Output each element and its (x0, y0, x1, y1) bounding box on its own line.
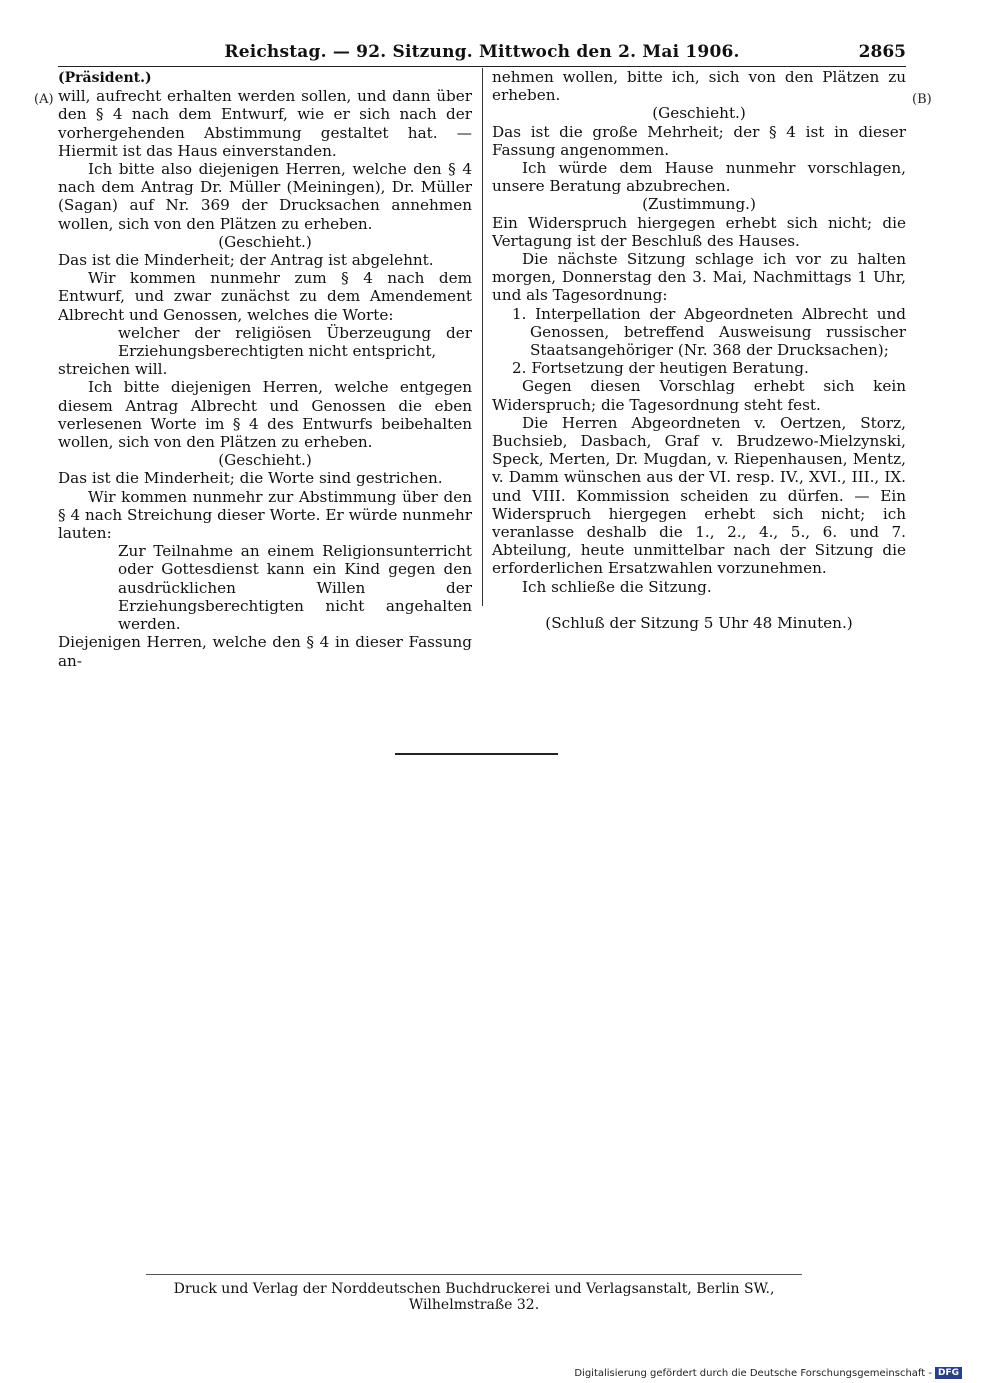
quoted-text: welcher der religiösen Überzeugung der Erziehungsberechtigten nicht entspricht, (118, 323, 472, 361)
paragraph: Diejenigen Herren, welche den § 4 in dieser Fassung an- (58, 633, 472, 670)
margin-marker-right: (B) (912, 92, 932, 107)
page-number: 2865 (858, 42, 906, 62)
digitization-note (574, 1367, 962, 1379)
agenda-item: 2. Fortsetzung der heutigen Beratung. (512, 359, 809, 378)
paragraph: Das ist die große Mehrheit; der § 4 ist in dieser Fassung angenommen. (492, 122, 906, 159)
left-column (58, 68, 472, 670)
margin-marker-left: (A) (34, 92, 54, 107)
stage-note: (Geschieht.) (218, 232, 312, 251)
paragraph: Wir kommen nunmehr zum § 4 nach dem Entwurf, und zwar zunächst zu dem Amendement Albrecht und Genossen, welches die Worte: (58, 269, 472, 324)
paragraph: Ein Widerspruch hiergegen erhebt sich nicht; die Vertagung ist der Beschluß des Hauses. (492, 213, 906, 250)
stage-note: (Geschieht.) (652, 104, 746, 123)
paragraph: Ich würde dem Hause nunmehr vorschlagen, unsere Beratung abzubrechen. (492, 159, 906, 196)
section-divider (395, 753, 558, 755)
paragraph: Das ist die Minderheit; der Antrag ist abgelehnt. (58, 251, 434, 270)
stage-note: (Zustimmung.) (642, 195, 756, 214)
footer-divider (146, 1274, 802, 1275)
paragraph: Das ist die Minderheit; die Worte sind gestrichen. (58, 469, 443, 488)
paragraph: Die Herren Abgeordneten v. Oertzen, Storz, Buchsieb, Dasbach, Graf v. Brudzewo-Mielzynski, Speck, Merten, Dr. Mugdan, v. Riepenhausen, Mentz, v. Damm wünschen aus der VI. resp. IV., XVI., III., IX. und VIII. Kommission scheiden zu dürfen. — Ein Widerspruch hiergegen erhebt sich nicht; ich veranlasse deshalb die 1., 2., 4., 5., 6. und 7. Abteilung, heute unmittelbar nach der Sitzung die erforderlichen Ersatzwahlen vorzunehmen. (492, 413, 906, 578)
stage-note: (Geschieht.) (218, 451, 312, 470)
paragraph: Ich schließe die Sitzung. (522, 577, 712, 596)
dfg-logo-icon: DFG (935, 1367, 962, 1379)
session-closing-note: (Schluß der Sitzung 5 Uhr 48 Minuten.) (545, 613, 853, 632)
column-divider (482, 68, 483, 606)
quoted-text: Zur Teilnahme an einem Religionsunterricht oder Gottesdienst kann ein Kind gegen den ausdrücklichen Willen der Erziehungsberechtigten nicht angehalten werden. (118, 542, 472, 634)
header-title: Reichstag. — 92. Sitzung. Mittwoch den 2. Mai 1906. (224, 42, 740, 62)
paragraph: Gegen diesen Vorschlag erhebt sich kein Widerspruch; die Tagesordnung steht fest. (492, 377, 906, 414)
paragraph: will, aufrecht erhalten werden sollen, und dann über den § 4 nach dem Entwurf, wie er sich nach der vorhergehenden Abstimmung gestaltet hat. — Hiermit ist das Haus einverstanden. (58, 87, 472, 160)
printer-imprint: Druck und Verlag der Norddeutschen Buchdruckerei und Verlagsanstalt, Berlin SW., Wilhelmstraße 32. (173, 1281, 775, 1313)
paragraph: nehmen wollen, bitte ich, sich von den Plätzen zu erheben. (492, 68, 906, 105)
paragraph: Ich bitte also diejenigen Herren, welche den § 4 nach dem Antrag Dr. Müller (Meiningen), Dr. Müller (Sagan) auf Nr. 369 der Drucksachen annehmen wollen, sich von den Plätzen zu erheben. (58, 160, 472, 233)
right-column (492, 68, 906, 632)
paragraph: Wir kommen nunmehr zur Abstimmung über den § 4 nach Streichung dieser Worte. Er würde nunmehr lauten: (58, 487, 472, 543)
digitization-text: Digitalisierung gefördert durch die Deutsche Forschungsgemeinschaft - (574, 1367, 932, 1379)
paragraph: Die nächste Sitzung schlage ich vor zu halten morgen, Donnerstag den 3. Mai, Nachmittags 1 Uhr, und als Tagesordnung: (492, 250, 906, 305)
paragraph: Ich bitte diejenigen Herren, welche entgegen diesem Antrag Albrecht und Genossen die eben verlesenen Worte im § 4 des Entwurfs beibehalten wollen, sich von den Plätzen zu erheben. (58, 378, 472, 452)
paragraph: streichen will. (58, 360, 168, 379)
agenda-item: 1. Interpellation der Abgeordneten Albrecht und Genossen, betreffend Ausweisung russischer Staatsangehöriger (Nr. 368 der Drucksachen); (512, 304, 906, 360)
speaker-label: (Präsident.) (58, 70, 152, 86)
page-header (58, 42, 906, 67)
